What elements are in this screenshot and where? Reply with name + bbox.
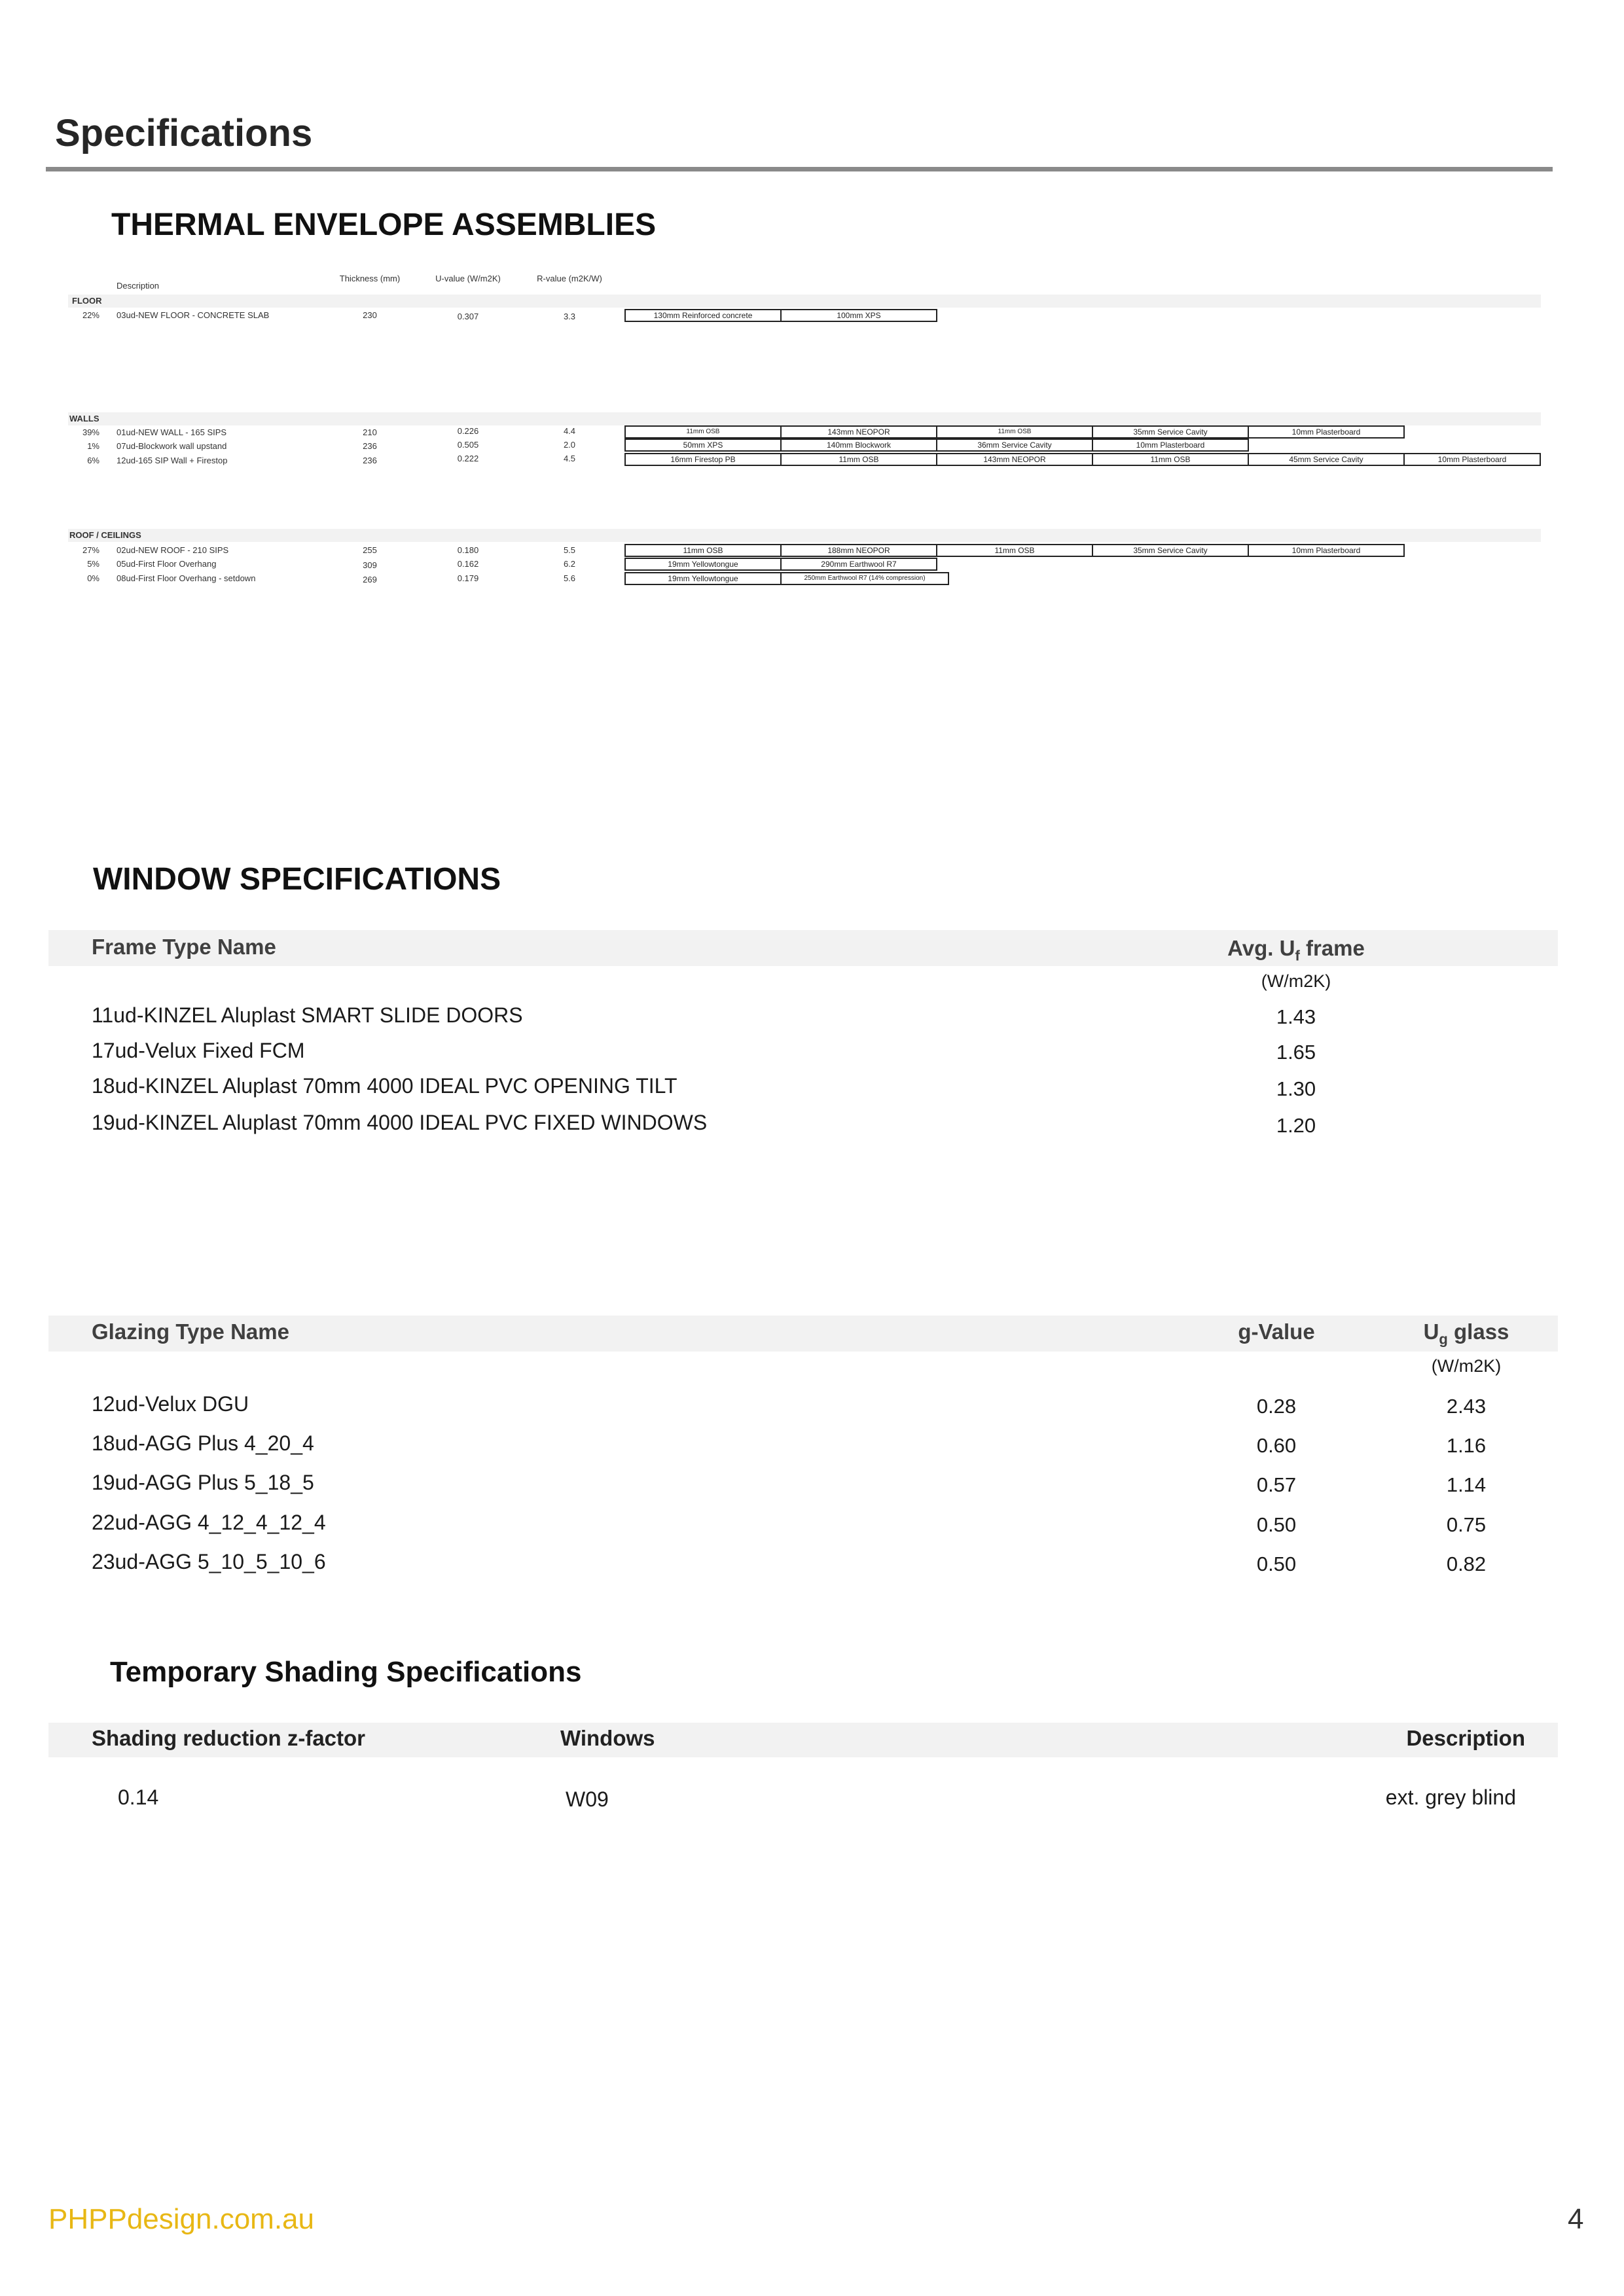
col-uvalue: U-value (W/m2K) xyxy=(435,274,501,283)
roof-band xyxy=(68,529,1541,542)
roof-row-thickness: 269 xyxy=(363,575,377,584)
roof-row-pct: 27% xyxy=(82,545,99,555)
layer-cell: 19mm Yellowtongue xyxy=(624,572,782,585)
layer-cell: 143mm NEOPOR xyxy=(936,453,1093,466)
walls-row-pct: 39% xyxy=(82,427,99,437)
col-description: Description xyxy=(117,281,160,291)
layer-cell: 11mm OSB xyxy=(1092,453,1249,466)
walls-row-name: 01ud-NEW WALL - 165 SIPS xyxy=(117,427,227,437)
glazing-type-header: Glazing Type Name xyxy=(92,1319,289,1344)
layer-cell: 140mm Blockwork xyxy=(780,439,937,452)
floor-row-name: 03ud-NEW FLOOR - CONCRETE SLAB xyxy=(117,310,270,320)
walls-row-rvalue: 4.4 xyxy=(563,426,576,436)
glazing-row-g: 0.50 xyxy=(1256,1513,1297,1536)
walls-row-rvalue: 4.5 xyxy=(563,454,576,463)
glazing-row-ug: 0.82 xyxy=(1446,1552,1487,1575)
glazing-row-g: 0.60 xyxy=(1256,1434,1297,1457)
glazing-row-name: 22ud-AGG 4_12_4_12_4 xyxy=(92,1511,326,1534)
walls-row-name: 07ud-Blockwork wall upstand xyxy=(117,441,227,451)
frame-row-name: 11ud-KINZEL Aluplast SMART SLIDE DOORS xyxy=(92,1003,523,1027)
roof-label: ROOF / CEILINGS xyxy=(69,530,141,540)
ug-header: $U_g$ glass xyxy=(1423,1319,1509,1348)
shading-description-header: Description xyxy=(1406,1726,1525,1750)
layer-cell: 35mm Service Cavity xyxy=(1092,544,1249,557)
walls-row-rvalue: 2.0 xyxy=(563,440,576,450)
frame-value-header: Avg. $U_f$ frame xyxy=(1227,936,1365,964)
layer-cell: 11mm OSB xyxy=(936,544,1093,557)
shading-z-header: Shading reduction z-factor xyxy=(92,1726,366,1750)
ug-unit: (W/m2K) xyxy=(1431,1356,1502,1376)
shading-row-z: 0.14 xyxy=(118,1785,159,1809)
layer-cell: 10mm Plasterboard xyxy=(1092,439,1249,452)
layer-cell: 45mm Service Cavity xyxy=(1248,453,1405,466)
layer-cell: 11mm OSB xyxy=(936,425,1093,439)
roof-row-name: 05ud-First Floor Overhang xyxy=(117,559,217,569)
layer-cell: 11mm OSB xyxy=(624,425,782,439)
layer-cell: 11mm OSB xyxy=(624,544,782,557)
col-rvalue: R-value (m2K/W) xyxy=(537,274,602,283)
frame-row-value: 1.43 xyxy=(1276,1005,1316,1028)
layer-cell: 10mm Plasterboard xyxy=(1248,425,1405,439)
glazing-row-g: 0.50 xyxy=(1256,1552,1297,1575)
roof-row-name: 02ud-NEW ROOF - 210 SIPS xyxy=(117,545,229,555)
shading-row-windows: W09 xyxy=(566,1787,609,1811)
roof-row-rvalue: 5.6 xyxy=(563,573,576,583)
layer-cell: 19mm Yellowtongue xyxy=(624,558,782,571)
floor-row-rvalue: 3.3 xyxy=(563,312,576,321)
walls-row-uvalue: 0.505 xyxy=(457,440,479,450)
walls-row-name: 12ud-165 SIP Wall + Firestop xyxy=(117,456,228,465)
shading-row-description: ext. grey blind xyxy=(1385,1785,1516,1809)
walls-label: WALLS xyxy=(69,414,99,423)
footer-logo[interactable]: PHPPdesign.com.au xyxy=(48,2203,314,2235)
layer-cell: 130mm Reinforced concrete xyxy=(624,309,782,322)
floor-label: FLOOR xyxy=(72,296,102,306)
layer-cell: 36mm Service Cavity xyxy=(936,439,1093,452)
roof-row-name: 08ud-First Floor Overhang - setdown xyxy=(117,573,256,583)
walls-row-thickness: 236 xyxy=(363,456,377,465)
glazing-row-name: 18ud-AGG Plus 4_20_4 xyxy=(92,1431,314,1455)
g-value-header: g-Value xyxy=(1238,1319,1315,1344)
walls-row-pct: 1% xyxy=(87,441,99,451)
col-thickness: Thickness (mm) xyxy=(339,274,401,283)
roof-row-thickness: 309 xyxy=(363,560,377,570)
layer-cell: 250mm Earthwool R7 (14% compression) xyxy=(780,572,949,585)
roof-row-uvalue: 0.179 xyxy=(457,573,479,583)
layer-cell: 290mm Earthwool R7 xyxy=(780,558,937,571)
layer-cell: 10mm Plasterboard xyxy=(1403,453,1541,466)
layer-cell: 16mm Firestop PB xyxy=(624,453,782,466)
roof-row-pct: 5% xyxy=(87,559,99,569)
glazing-row-ug: 1.16 xyxy=(1446,1434,1487,1457)
walls-band xyxy=(68,412,1541,425)
floor-band xyxy=(68,295,1541,308)
frame-unit: (W/m2K) xyxy=(1261,971,1331,991)
layer-cell: 10mm Plasterboard xyxy=(1248,544,1405,557)
roof-row-thickness: 255 xyxy=(363,545,377,555)
floor-row-thickness: 230 xyxy=(363,310,377,320)
glazing-row-g: 0.28 xyxy=(1256,1395,1297,1418)
frame-row-value: 1.30 xyxy=(1276,1077,1316,1100)
layer-cell: 188mm NEOPOR xyxy=(780,544,937,557)
roof-row-rvalue: 6.2 xyxy=(563,559,576,569)
roof-row-uvalue: 0.162 xyxy=(457,559,479,569)
layer-cell: 50mm XPS xyxy=(624,439,782,452)
walls-row-uvalue: 0.226 xyxy=(457,426,479,436)
roof-row-uvalue: 0.180 xyxy=(457,545,479,555)
frame-type-header: Frame Type Name xyxy=(92,935,276,959)
frame-row-value: 1.65 xyxy=(1276,1041,1316,1064)
shading-windows-header: Windows xyxy=(560,1726,655,1750)
windows-heading: WINDOW SPECIFICATIONS xyxy=(93,862,501,897)
glazing-row-name: 19ud-AGG Plus 5_18_5 xyxy=(92,1471,314,1494)
page-title: Specifications xyxy=(55,112,313,154)
floor-row-pct: 22% xyxy=(82,310,99,320)
roof-row-pct: 0% xyxy=(87,573,99,583)
glazing-row-name: 12ud-Velux DGU xyxy=(92,1392,249,1416)
glazing-row-ug: 1.14 xyxy=(1446,1473,1487,1496)
frame-row-value: 1.20 xyxy=(1276,1114,1316,1137)
layer-cell: 143mm NEOPOR xyxy=(780,425,937,439)
glazing-row-name: 23ud-AGG 5_10_5_10_6 xyxy=(92,1550,326,1573)
glazing-row-g: 0.57 xyxy=(1256,1473,1297,1496)
title-divider xyxy=(46,167,1553,171)
walls-row-uvalue: 0.222 xyxy=(457,454,479,463)
roof-row-rvalue: 5.5 xyxy=(563,545,576,555)
thermal-heading: THERMAL ENVELOPE ASSEMBLIES xyxy=(111,207,657,242)
walls-row-thickness: 210 xyxy=(363,427,377,437)
walls-row-thickness: 236 xyxy=(363,441,377,451)
layer-cell: 100mm XPS xyxy=(780,309,937,322)
layer-cell: 11mm OSB xyxy=(780,453,937,466)
walls-row-pct: 6% xyxy=(87,456,99,465)
frame-row-name: 19ud-KINZEL Aluplast 70mm 4000 IDEAL PVC FIXED WINDOWS xyxy=(92,1111,708,1134)
frame-row-name: 17ud-Velux Fixed FCM xyxy=(92,1039,305,1062)
layer-cell: 35mm Service Cavity xyxy=(1092,425,1249,439)
page-number: 4 xyxy=(1568,2203,1584,2235)
shading-heading: Temporary Shading Specifications xyxy=(110,1656,582,1688)
glazing-row-ug: 0.75 xyxy=(1446,1513,1487,1536)
glazing-row-ug: 2.43 xyxy=(1446,1395,1487,1418)
floor-row-uvalue: 0.307 xyxy=(457,312,479,321)
frame-row-name: 18ud-KINZEL Aluplast 70mm 4000 IDEAL PVC OPENING TILT xyxy=(92,1074,677,1098)
